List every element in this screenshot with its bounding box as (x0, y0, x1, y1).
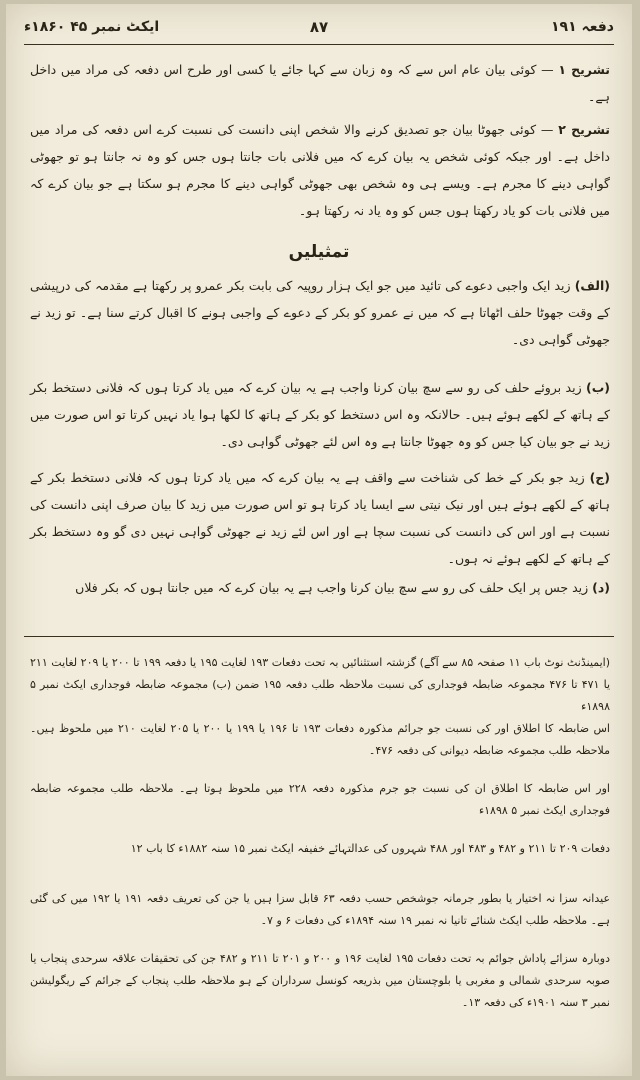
explanation-2-label: تشریح ۲ (558, 122, 610, 137)
footnote-2: اس ضابطہ کا اطلاق اور کی نسبت جو جرائم مذکورہ دفعات ۱۹۳ تا ۱۹۶ یا ۱۹۹ یا ۲۰۰ یا ۲۰۵ لغایت ۲۱۰ میں ملحوظ ہیں۔ ملاحظہ طلب مجموعہ ضابطہ دیوانی کی دفعہ ۴۷۶۔ (30, 722, 610, 757)
illustration-a-label: (الف) (574, 278, 610, 293)
footnote-6: دوبارہ سزائے پاداش جوائم بہ تحت دفعات ۱۹۵ لغایت ۱۹۶ و ۲۰۰ و ۲۰۱ تا ۲۱۱ و ۴۸۲ جن کی تحقیقات علاقہ سرحدی پنجاب یا صوبہ سرحدی شمالی و مغربی یا بلوچستان میں بذریعہ کونسل سرداران کے ہو ملاحظہ طلب پنجاب کے جرائم کے ریگولیشن نمبر ۳ سنہ ۱۹۰۱ء کی دفعہ ۱۳۔ (30, 952, 610, 1009)
footnote-1: (ایمینڈنٹ نوٹ باب ۱۱ صفحہ ۸۵ سے آگے) گزشتہ استثنائیں بہ تحت دفعات ۱۹۳ لغایت ۱۹۵ یا دفعہ ۱۹۹ تا ۲۰۰ یا ۲۰۹ لغایت ۲۱۱ یا ۴۷۱ تا ۴۷۶ مجموعہ ضابطہ فوجداری کی نسبت ملاحظہ طلب دفعہ ۱۹۵ ضمن (ب) مجموعہ ضابطہ فوجداری ایکٹ نمبر ۵ ۱۸۹۸ء (30, 656, 611, 713)
illustrations-heading: تمثیلیں (288, 242, 350, 262)
header-rule (24, 44, 614, 45)
illustration-d-label: (د) (592, 580, 610, 595)
section-reference: دفعہ ۱۹۱ (551, 19, 614, 35)
illustration-a-text: زید ایک واجبی دعوے کی تائید میں جو ایک ہزار روپیہ کی بابت بکر عمرو پر رکھتا ہے مقدمہ کی درپیشی کے وقت جھوٹا حلف اٹھاتا ہے کہ میں نے عمرو کو بکر کے دعوے کے واجبی ہونے کا اقبال کرتے سنا ہے۔ تو زید نے جھوٹی گواہی دی۔ (30, 278, 610, 347)
illustration-c (30, 464, 610, 572)
illustration-d-text: زید جس پر ایک حلف کی رو سے سچ بیان کرنا واجب ہے یہ بیان کرے کہ میں جانتا ہوں کہ بکر فلاں (75, 580, 589, 595)
footnote-3: اور اس ضابطہ کا اطلاق ان کی نسبت جو جرم مذکورہ دفعہ ۲۲۸ میں ملحوظ ہوتا ہے۔ ملاحظہ طلب مجموعہ ضابطہ فوجداری ایکٹ نمبر ۵ ۱۸۹۸ء (30, 782, 610, 817)
page-number: ۸۷ (309, 18, 329, 36)
footnote-4: دفعات ۲۰۹ تا ۲۱۱ و ۴۸۲ و ۴۸۳ اور ۴۸۸ شہروں کی عدالتہائے خفیفہ ایکٹ نمبر ۱۵ سنہ ۱۸۸۲ء کا باب ۱۲ (130, 842, 610, 855)
explanation-2-text: کوئی جھوٹا بیان جو تصدیق کرنے والا شخص اپنی دانست کی نسبت کرے اس دفعہ کی مراد میں داخل ہے۔ اور جبکہ کوئی شخص یہ بیان کرے کہ میں فلانی بات جانتا ہوں جس کو وہ نہ جانتا ہو تو جھوٹی گواہی دینے کا مجرم ہے۔ ویسے ہی وہ شخص بھی جھوٹی گواہی دینے کا مجرم ہو سکتا ہے جو بیان کرے کہ میں فلانی بات کو یاد رکھتا ہوں جس کو وہ یاد نہ رکھتا ہو۔ (30, 122, 610, 218)
explanation-1-label: تشریح ۱ (558, 62, 610, 77)
illustration-c-label: (ج) (589, 470, 610, 485)
footnote-5: عیدانہ سزا نہ اختیار یا بطور جرمانہ جوشخص حسب دفعہ ۶۳ قابل سزا ہیں یا جن کی تعریف دفعہ ۱۹۱ یا ۱۹۲ میں کی گئی ہے۔ ملاحظہ طلب ایکٹ شنائے تانیا نہ نمبر ۱۹ سنہ ۱۸۹۴ء کی دفعات ۶ و ۷۔ (30, 892, 611, 927)
page-header (24, 12, 614, 42)
illustration-b (30, 374, 610, 455)
illustration-c-text: زید جو بکر کے خط کی شناخت سے واقف ہے یہ بیان کرے کہ میں یاد کرتا ہوں کہ فلانی دستخط بکر کے ہاتھ کے لکھے ہوئے ہیں اور نیک نیتی سے ایسا یاد کرتا ہو تو اس صورت میں زید کا بیان صرف اپنی دانست کی نسبت ہے اور اس کی دانست کی نسبت سچا ہے اور اس لئے زید نے جھوٹی گواہی نہیں دی گو وہ دستخط بکر کے ہاتھ کے لکھے ہوئے نہ ہوں۔ (30, 470, 610, 566)
act-title: ایکٹ نمبر ۴۵ ۱۸۶۰ء (24, 19, 160, 35)
document-page (6, 4, 632, 1076)
explanation-1-text: کوئی بیان عام اس سے کہ وہ زبان سے کہا جائے یا کسی اور طرح اس دفعہ کی مراد میں داخل ہے۔ (30, 62, 610, 104)
illustration-a (30, 272, 610, 353)
illustration-d (30, 574, 610, 601)
footnote-rule (24, 636, 614, 637)
illustration-b-text: زید بروئے حلف کی رو سے سچ بیان کرنا واجب ہے یہ بیان کرے کہ میں یاد کرتا ہوں کہ فلانی دستخط بکر کے ہاتھ کے لکھے ہوئے ہیں۔ حالانکہ وہ اس دستخط کو بکر کے ہاتھ کا لکھا ہوا یاد نہیں کرتا تو اس صورت میں زید نے جو بیان کیا جس کو وہ جھوٹا جانتا ہے وہ اس لئے جھوٹی گواہی دی۔ (30, 380, 610, 449)
explanation-2: تشریح ۲ — کوئی جھوٹا بیان جو تصدیق کرنے والا شخص اپنی دانست کی نسبت کرے اس دفعہ کی مراد میں داخل ہے۔ اور جبکہ کوئی شخص یہ بیان کرے کہ میں فلانی بات جانتا ہوں جس کو وہ نہ جانتا ہو تو جھوٹی گواہی دینے کا مجرم ہے۔ ویسے ہی وہ شخص بھی جھوٹی گواہی دینے کا مجرم ہو سکتا ہے جو بیان کرے کہ میں فلانی بات کو یاد رکھتا ہوں جس کو وہ یاد نہ رکھتا ہو۔ (30, 122, 610, 218)
explanation-1: تشریح ۱ — کوئی بیان عام اس سے کہ وہ زبان سے کہا جائے یا کسی اور طرح اس دفعہ کی مراد میں داخل ہے۔ (30, 62, 610, 104)
illustration-b-label: (ب) (586, 380, 610, 395)
